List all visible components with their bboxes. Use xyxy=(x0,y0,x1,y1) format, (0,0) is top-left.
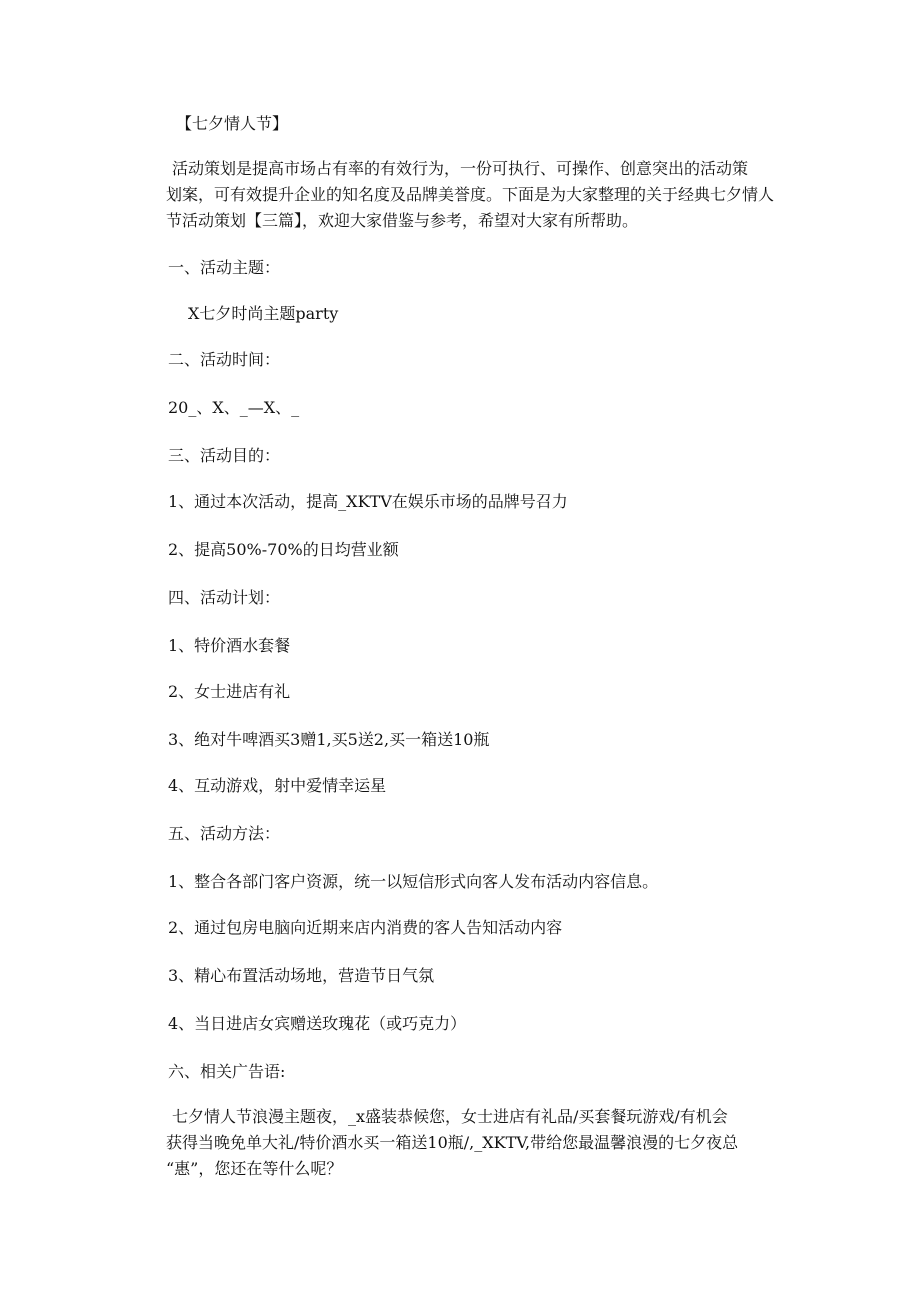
ad-line-3: “惠”，您还在等什么呢？ xyxy=(166,1159,343,1178)
intro-line-3: 节活动策划【三篇】，欢迎大家借鉴与参考，希望对大家有所帮助。 xyxy=(166,211,639,230)
plan-heading: 四、活动计划： xyxy=(168,588,281,607)
plan-item-1: 1、特价酒水套餐 xyxy=(168,636,291,655)
plan-item-2: 2、女士进店有礼 xyxy=(168,682,291,701)
ad-paragraph xyxy=(168,1104,788,1182)
time-value: 20_、X、_—X、_ xyxy=(168,398,300,417)
method-item-3: 3、精心布置活动场地，营造节日气氛 xyxy=(168,966,435,985)
method-item-2: 2、通过包房电脑向近期来店内消费的客人告知活动内容 xyxy=(168,918,563,937)
method-item-4: 4、当日进店女宾赠送玫瑰花（或巧克力） xyxy=(168,1014,467,1033)
goal-item-1: 1、通过本次活动，提高_XKTV在娱乐市场的品牌号召力 xyxy=(168,492,568,511)
ad-heading: 六、相关广告语: xyxy=(168,1062,286,1081)
intro-line-1: 活动策划是提高市场占有率的有效行为，一份可执行、可操作、创意突出的活动策 xyxy=(172,159,749,178)
theme-value: X七夕时尚主题party xyxy=(188,304,339,323)
method-item-1: 1、整合各部门客户资源，统一以短信形式向客人发布活动内容信息。 xyxy=(168,872,659,891)
theme-heading: 一、活动主题： xyxy=(168,258,281,277)
goal-item-2: 2、提高50%-70%的日均营业额 xyxy=(168,540,399,559)
goal-heading: 三、活动目的： xyxy=(168,446,281,465)
method-heading: 五、活动方法： xyxy=(168,824,281,843)
time-heading: 二、活动时间： xyxy=(168,350,281,369)
intro-paragraph xyxy=(168,156,788,234)
ad-line-1: 七夕情人节浪漫主题夜，_x盛装恭候您，女士进店有礼品/买套餐玩游戏/有机会 xyxy=(172,1107,728,1126)
plan-item-3: 3、绝对牛啤酒买3赠1,买5送2,买一箱送10瓶 xyxy=(168,730,490,749)
document-title: 【七夕情人节】 xyxy=(176,114,289,133)
ad-line-2: 获得当晚免单大礼/特价酒水买一箱送10瓶/,_XKTV,带给您最温馨浪漫的七夕夜总 xyxy=(166,1133,739,1152)
intro-line-2: 划案，可有效提升企业的知名度及品牌美誉度。下面是为大家整理的关于经典七夕情人 xyxy=(166,185,775,204)
plan-item-4: 4、互动游戏，射中爱情幸运星 xyxy=(168,776,387,795)
